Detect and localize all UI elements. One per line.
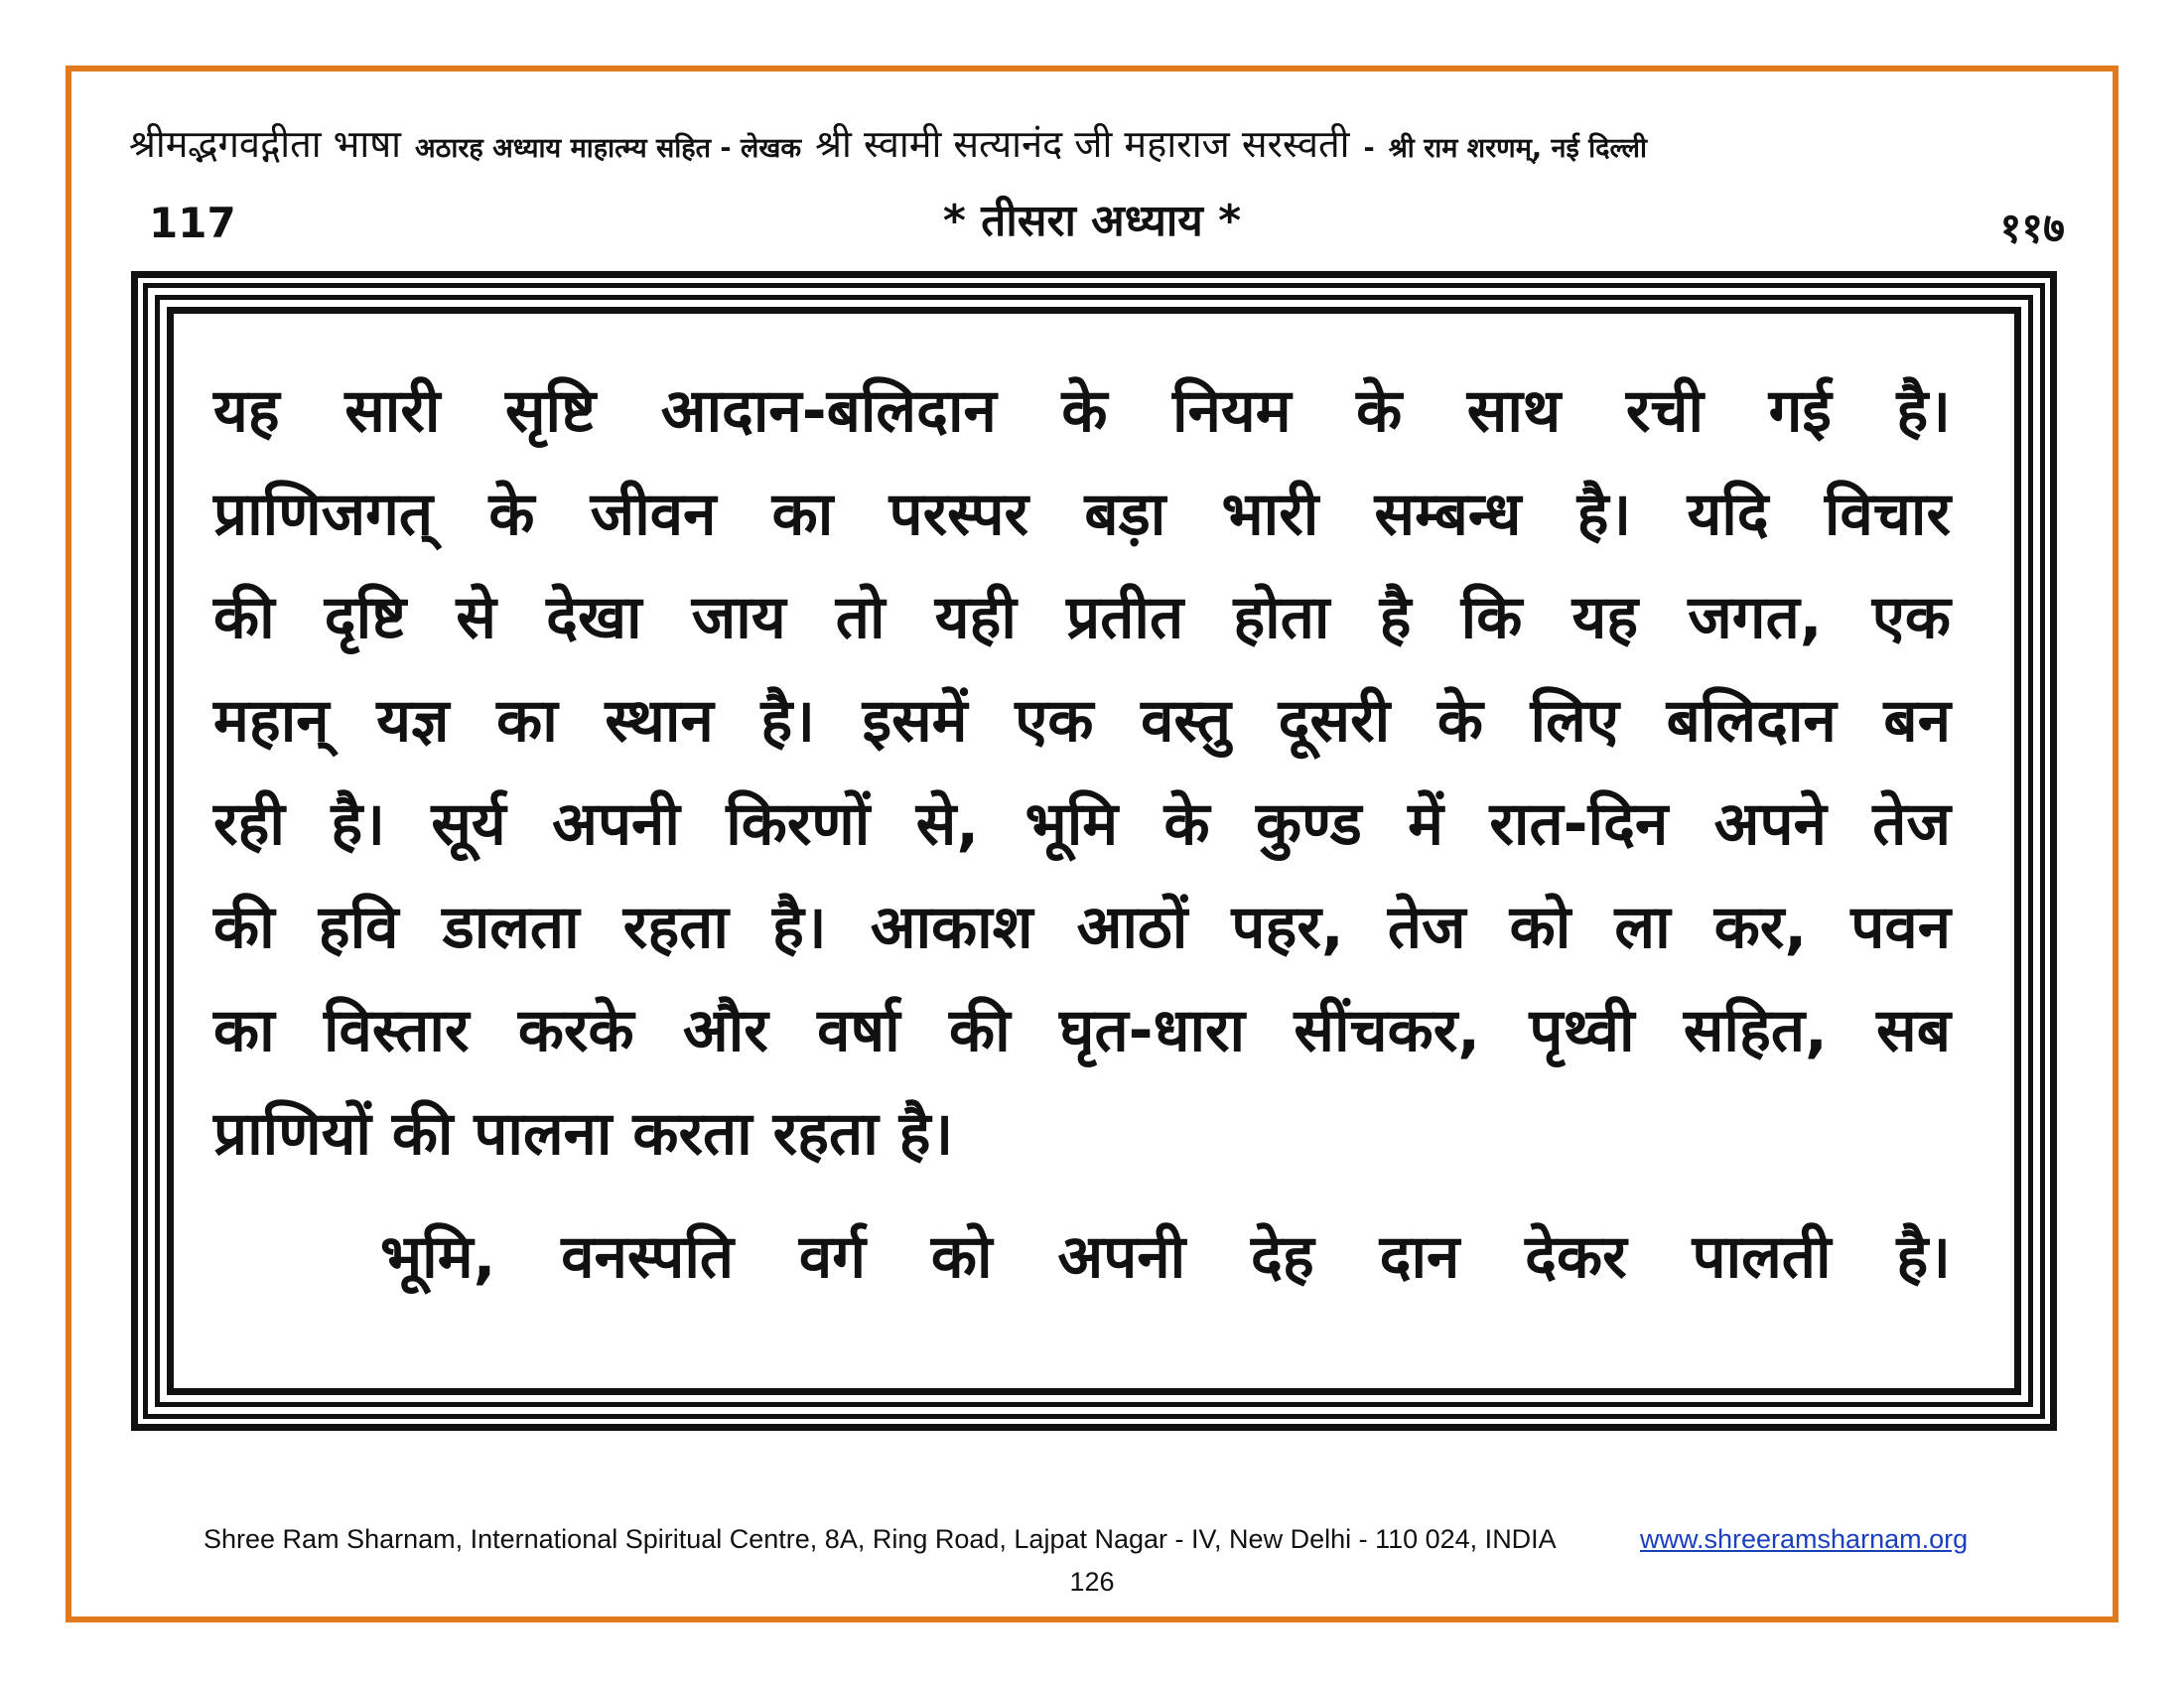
body-line: प्राणियों की पालना करता रहता है। <box>213 1099 954 1169</box>
body-line: की दृष्टि से देखा जाय तो यही प्रतीत होता है कि यह जगत, एक <box>213 583 1951 652</box>
page-number-arabic: 117 <box>149 199 236 247</box>
body-line: की हवि डालता रहता है। आकाश आठों पहर, तेज को ला कर, पवन <box>213 893 1951 962</box>
footer-address: Shree Ram Sharnam, International Spiritual Centre, 8A, Ring Road, Lajpat Nagar - IV, New Delhi - 110 024, INDIA <box>204 1524 1557 1554</box>
body-line: का विस्तार करके और वर्षा की घृत-धारा सींचकर, पृथ्वी सहित, सब <box>213 996 1951 1065</box>
body-line: यह सारी सृष्टि आदान-बलिदान के नियम के साथ रची गई है। <box>213 376 1951 446</box>
body-line: प्राणिजगत् के जीवन का परस्पर बड़ा भारी सम्बन्ध है। यदि विचार <box>213 480 1951 549</box>
body-text <box>213 359 1951 1309</box>
running-header <box>129 117 2065 169</box>
footer-page-number: 126 <box>1069 1567 1115 1597</box>
header-separator: - <box>1363 133 1375 164</box>
page-number-devanagari: ११७ <box>1999 204 2065 252</box>
body-line: रही है। सूर्य अपनी किरणों से, भूमि के कुण्ड में रात-दिन अपने तेज <box>213 789 1951 859</box>
body-paragraph-2: भूमि, वनस्पति वर्ग को अपनी देह दान देकर पालती है। <box>380 1222 1951 1292</box>
chapter-title: * तीसरा अध्याय * <box>942 196 1242 246</box>
book-subtitle: अठारह अध्याय माहात्म्य सहित - लेखक <box>415 133 802 164</box>
footer-website-link[interactable]: www.shreeramsharnam.org <box>1640 1524 1969 1554</box>
body-line: महान् यज्ञ का स्थान है। इसमें एक वस्तु दूसरी के लिए बलिदान बन <box>213 686 1951 756</box>
book-title: श्रीमद्भगवद्गीता भाषा <box>129 122 402 166</box>
publisher-name: श्री राम शरणम्, नई दिल्ली <box>1388 133 1647 164</box>
author-name: श्री स्वामी सत्यानंद जी महाराज सरस्वती <box>815 122 1350 166</box>
